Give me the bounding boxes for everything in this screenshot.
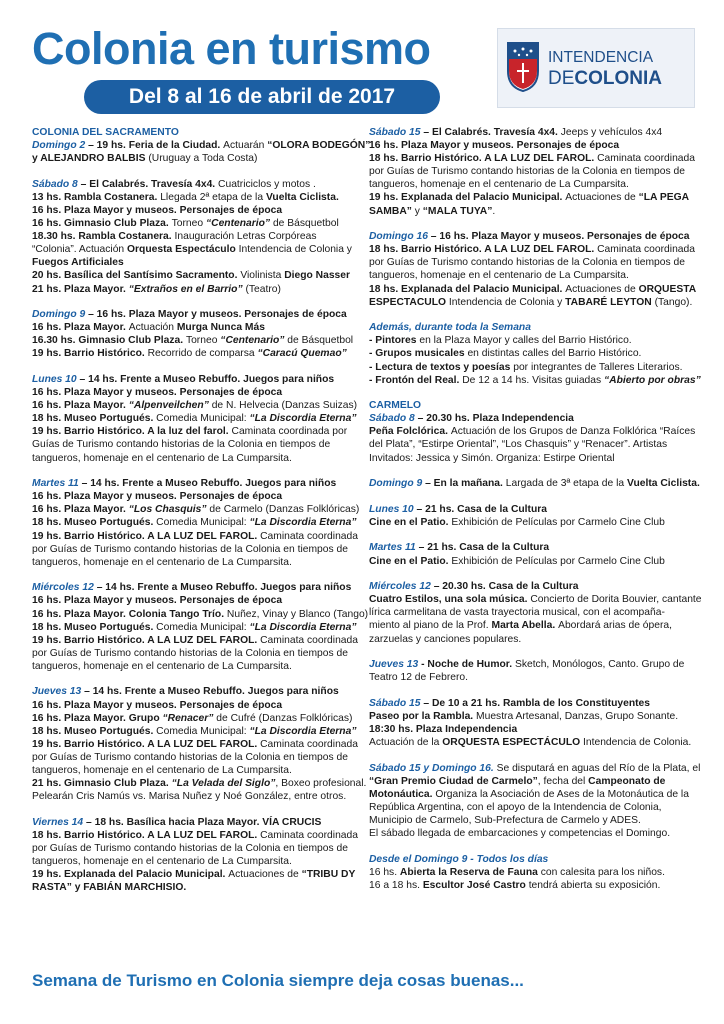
event-line: Cine en el Patio. Exhibición de Películas por Carmelo Cine Club (369, 555, 665, 567)
event-line: 16 hs. Plaza Mayor y museos. Personajes de época (32, 387, 283, 399)
event-line: 18 hs. Museo Portugués. Comedia Municipal: “La Discordia Eterna” (32, 517, 357, 529)
list-item: - Frontón del Real. De 12 a 14 hs. Visitas guiadas “Abierto por obras” (369, 374, 701, 386)
section-heading: CARMELO (369, 400, 422, 412)
block-lunes-10 (32, 373, 358, 465)
event-line: tangueros, homenaje en el centenario de La Cumparsita. (32, 452, 292, 464)
block-carmelo-jueves-13 (369, 658, 689, 684)
event-line: 18 hs. Barrio Histórico. A LA LUZ DEL FAROL. Caminata coordinada (369, 153, 695, 165)
event-line: tangueros, homenaje en el centenario de La Cumparsita. (369, 179, 629, 191)
event-line: tangueros, homenaje en el centenario de La Cumparsita. (32, 856, 292, 868)
event-line: 16 hs. Gimnasio Club Plaza. Torneo “Centenario” de Básquetbol (32, 218, 339, 230)
event-line: 18 hs. Barrio Histórico. A LA LUZ DEL FAROL. Caminata coordinada (32, 829, 358, 841)
left-column (32, 126, 371, 907)
event-line: Municipio de Carmelo, Sub-Prefectura de Carmelo y ADES. (369, 815, 641, 827)
event-line: 18 hs. Museo Portugués. Comedia Municipal: “La Discordia Eterna” (32, 413, 357, 425)
event-line: 18 hs. Museo Portugués. Comedia Municipal: “La Discordia Eterna” (32, 725, 357, 737)
event-line: 16 hs. Plaza Mayor y museos. Personajes de época (32, 595, 283, 607)
event-line: Domingo 16 – 16 hs. Plaza Mayor y museos. Personajes de época (369, 231, 690, 243)
block-carmelo-motonautica (369, 762, 701, 841)
event-line: 19 hs. Barrio Histórico. Recorrido de comparsa “Caracú Quemao” (32, 348, 347, 360)
event-line: 19 hs. Barrio Histórico. A LA LUZ DEL FAROL. Caminata coordinada (32, 634, 358, 646)
event-line: 16 hs. Plaza Mayor. Grupo “Renacer” de Cufré (Danzas Folklóricas) (32, 712, 353, 724)
event-line: 19 hs. Explanada del Palacio Municipal. Actuaciones de “LA PEGA (369, 192, 690, 204)
event-line: Jueves 13 – 14 hs. Frente a Museo Rebuffo. Juegos para niños (32, 686, 339, 698)
event-line: Martes 11 – 21 hs. Casa de la Cultura (369, 542, 550, 554)
event-line: Cine en el Patio. Exhibición de Películas por Carmelo Cine Club (369, 516, 665, 528)
event-line: 16 hs. Plaza Mayor y museos. Personajes de época (32, 699, 283, 711)
footer-slogan: Semana de Turismo en Colonia siempre deja cosas buenas... (32, 971, 524, 990)
block-domingo-16 (369, 230, 697, 309)
event-line: Guías de Turismo contando historias de la Colonia en tiempos de (32, 439, 331, 451)
event-line: miento al piano de la Prof. Marta Abella. Abordará arias de ópera, (369, 620, 672, 632)
event-line: “Colonia”. Actuación Orquesta Espectáculo Intendencia de Colonia y (32, 244, 352, 256)
event-line: 13 hs. Rambla Costanera. Llegada 2ª etapa de la Vuelta Ciclista. (32, 191, 339, 203)
event-line: SAMBA” y “MALA TUYA”. (369, 205, 496, 217)
event-line: y ALEJANDRO BALBIS (Uruguay a Toda Costa) (32, 153, 258, 165)
event-line: 19 hs. Barrio Histórico. A LA LUZ DEL FAROL. Caminata coordinada (32, 738, 358, 750)
event-line: “Gran Premio Ciudad de Carmelo”, fecha del Campeonato de (369, 775, 666, 787)
event-line: 16 hs. Plaza Mayor y museos. Personajes de época (32, 204, 283, 216)
event-line: 19 hs. Barrio Histórico. A LA LUZ DEL FAROL. Caminata coordinada (32, 530, 358, 542)
event-line: 16 a 18 hs. Escultor José Castro tendrá abierta su exposición. (369, 879, 661, 891)
list-item: - Lectura de textos y poesías por integrantes de Talleres Literarios. (369, 361, 683, 373)
event-line: 21 hs. Gimnasio Club Plaza. “La Velada del Siglo”, Boxeo profesional. (32, 778, 367, 790)
event-line: Fuegos Artificiales (32, 257, 124, 269)
block-miercoles-12 (32, 581, 369, 673)
event-line: Pelearán Cris Namús vs. Marisa Nuñez y Noé González, entre otros. (32, 791, 347, 803)
event-line: por Guías de Turismo contando historias de la Colonia en tiempos de (369, 166, 685, 178)
block-sabado-15 (369, 126, 695, 218)
event-line: Sábado 8 – 20.30 hs. Plaza Independencia (369, 413, 574, 425)
event-line: Actuación de la ORQUESTA ESPECTÁCULO Intendencia de Colonia. (369, 737, 692, 749)
event-line: ESPECTACULO Intendencia de Colonia y TABARÉ LEYTON (Tango). (369, 296, 693, 308)
event-line: zarzuelas y canciones populares. (369, 633, 522, 645)
list-item: - Pintores en la Plaza Mayor y calles del Barrio Histórico. (369, 335, 632, 347)
event-line: por Guías de Turismo contando historias de la Colonia en tiempos de (32, 543, 348, 555)
event-line: 16.30 hs. Gimnasio Club Plaza. Torneo “Centenario” de Básquetbol (32, 335, 354, 347)
event-line: Domingo 9 – En la mañana. Largada de 3ª etapa de la Vuelta Ciclista. (369, 478, 700, 490)
event-line: 18.30 hs. Rambla Costanera. Inauguración Letras Corpóreas (32, 231, 317, 243)
event-line: 16 hs. Abierta la Reserva de Fauna con calesita para los niños. (369, 866, 665, 878)
block-carmelo-todos-los-dias (369, 853, 689, 892)
section-heading: COLONIA DEL SACRAMENTO (32, 127, 179, 138)
event-line: Peña Folclórica. Actuación de los Grupos de Danza Folklórica “Raíces (369, 426, 696, 438)
event-line: 16 hs. Plaza Mayor. Colonia Tango Trío. Nuñez, Vinay y Blanco (Tango) (32, 608, 369, 620)
event-line: Miércoles 12 – 14 hs. Frente a Museo Rebuffo. Juegos para niños (32, 582, 352, 594)
event-line: por Guías de Turismo contando historias de la Colonia en tiempos de (32, 751, 348, 763)
event-line: Lunes 10 – 21 hs. Casa de la Cultura (369, 503, 547, 515)
intendencia-logo (497, 28, 695, 108)
event-line: 18 hs. Museo Portugués. Comedia Municipal: “La Discordia Eterna” (32, 621, 357, 633)
event-line: Sábado 15 – El Calabrés. Travesía 4x4. Jeeps y vehículos 4x4 (369, 127, 663, 138)
block-ademas (369, 321, 701, 386)
event-line: 16 hs. Plaza Mayor y museos. Personajes de época (369, 140, 620, 152)
event-line: por Guías de Turismo contando historias de la Colonia en tiempos de (32, 843, 348, 854)
event-line: por Guías de Turismo contando historias de la Colonia en tiempos de (369, 257, 685, 269)
coat-of-arms-icon (506, 41, 540, 93)
event-line: Motonáutica. Organiza la Asociación de Ases de la Motonáutica de la (369, 788, 689, 800)
block-domingo-9 (32, 308, 354, 360)
block-martes-11 (32, 477, 360, 569)
event-line: 19 hs. Barrio Histórico. A la luz del farol. Caminata coordinada por (32, 426, 348, 438)
event-line: Teatro 12 de Febrero. (369, 672, 469, 684)
event-line: 16 hs. Plaza Mayor. “Alpenveilchen” de N. Helvecia (Danzas Suizas) (32, 400, 358, 412)
event-line: 19 hs. Explanada del Palacio Municipal. Actuaciones de “TRIBU DY (32, 869, 356, 881)
event-line: Domingo 2 – 19 hs. Feria de la Ciudad. Actuarán “OLORA BODEGÓN” (32, 140, 371, 152)
event-line: 16 hs. Plaza Mayor. “Los Chasquis” de Carmelo (Danzas Folklóricas) (32, 504, 360, 516)
page-title: Colonia en turismo (32, 23, 431, 74)
list-item: - Grupos musicales en distintas calles del Barrio Histórico. (369, 348, 642, 360)
block-carmelo-miercoles-12 (369, 580, 702, 645)
block-carmelo-sabado-15 (369, 697, 692, 749)
event-line: Domingo 9 – 16 hs. Plaza Mayor y museos. Personajes de época (32, 309, 347, 321)
event-line: Cuatro Estilos, una sola música. Concierto de Dorita Bouvier, cantante (369, 594, 702, 606)
event-line: Jueves 13 - Noche de Humor. Sketch, Monólogos, Canto. Grupo de (369, 659, 685, 671)
event-line: tangueros, homenaje en el centenario de La Cumparsita. (32, 765, 292, 777)
block-sabado-8 (32, 178, 350, 296)
block-jueves-13 (32, 685, 367, 803)
event-line: Paseo por la Rambla. Muestra Artesanal, Danzas, Grupo Sonante. (369, 710, 679, 722)
event-line: Sábado 8 – El Calabrés. Travesía 4x4. Cuatriciclos y motos . (32, 178, 316, 190)
event-line: 18:30 hs. Plaza Independencia (369, 723, 518, 735)
event-line: tangueros, homenaje en el centenario de La Cumparsita. (32, 556, 292, 568)
event-line: por Guías de Turismo contando historias de la Colonia en tiempos de (32, 647, 348, 659)
block-carmelo-domingo-9 (369, 477, 700, 490)
event-line: 16 hs. Plaza Mayor y museos. Personajes de época (32, 491, 283, 503)
block-viernes-14 (32, 816, 358, 895)
event-line: República Argentina, con el apoyo de la Intendencia de Colonia, (369, 801, 662, 813)
event-line: tangueros, homenaje en el centenario de La Cumparsita. (369, 270, 629, 282)
logo-text-bottom: DECOLONIA (548, 68, 663, 89)
block-carmelo-lunes-10 (369, 503, 689, 529)
event-line: tangueros, homenaje en el centenario de La Cumparsita. (32, 660, 292, 672)
date-banner: Del 8 al 16 de abril de 2017 (84, 80, 440, 114)
event-line: 16 hs. Plaza Mayor. Actuación Murga Nunca Más (32, 322, 265, 334)
event-line: Viernes 14 – 18 hs. Basílica hacia Plaza Mayor. VÍA CRUCIS (32, 816, 322, 828)
subheading: Además, durante toda la Semana (369, 322, 531, 334)
block-domingo-2 (32, 126, 371, 165)
subheading: Desde el Domingo 9 - Todos los días (369, 853, 549, 865)
right-column (369, 126, 702, 905)
event-line: 18 hs. Barrio Histórico. A LA LUZ DEL FAROL. Caminata coordinada (369, 244, 695, 256)
event-line: El sábado llegada de embarcaciones y competencias el Domingo. (369, 828, 671, 840)
event-line: Sábado 15 y Domingo 16. Se disputará en aguas del Río de la Plata, el (369, 762, 701, 774)
event-line: lírica carmelitana de vasta trayectoria musical, con el acompaña- (369, 607, 665, 619)
event-line: Sábado 15 – De 10 a 21 hs. Rambla de los Constituyentes (369, 697, 650, 709)
event-line: Invitados: Jessica y Simón. Organiza: Estirpe Oriental (369, 452, 615, 464)
event-line: del Plata”, “Estirpe Oriental”, “Los Chasquis” y “Renacer”. Artistas (369, 439, 668, 451)
event-line: Lunes 10 – 14 hs. Frente a Museo Rebuffo. Juegos para niños (32, 374, 335, 385)
event-line: 18 hs. Explanada del Palacio Municipal. Actuaciones de ORQUESTA (369, 283, 697, 295)
block-carmelo-martes-11 (369, 541, 689, 567)
block-carmelo-sabado-8 (369, 399, 696, 464)
event-line: Miércoles 12 – 20.30 hs. Casa de la Cultura (369, 581, 579, 593)
event-line: 20 hs. Basílica del Santísimo Sacramento. Violinista Diego Nasser (32, 270, 351, 282)
logo-text-top: INTENDENCIA (548, 49, 654, 66)
event-line: 21 hs. Plaza Mayor. “Extraños en el Barrio” (Teatro) (32, 283, 281, 295)
event-line: RASTA” y FABIÁN MARCHISIO. (32, 882, 187, 894)
event-line: Martes 11 – 14 hs. Frente a Museo Rebuffo. Juegos para niños (32, 478, 337, 490)
